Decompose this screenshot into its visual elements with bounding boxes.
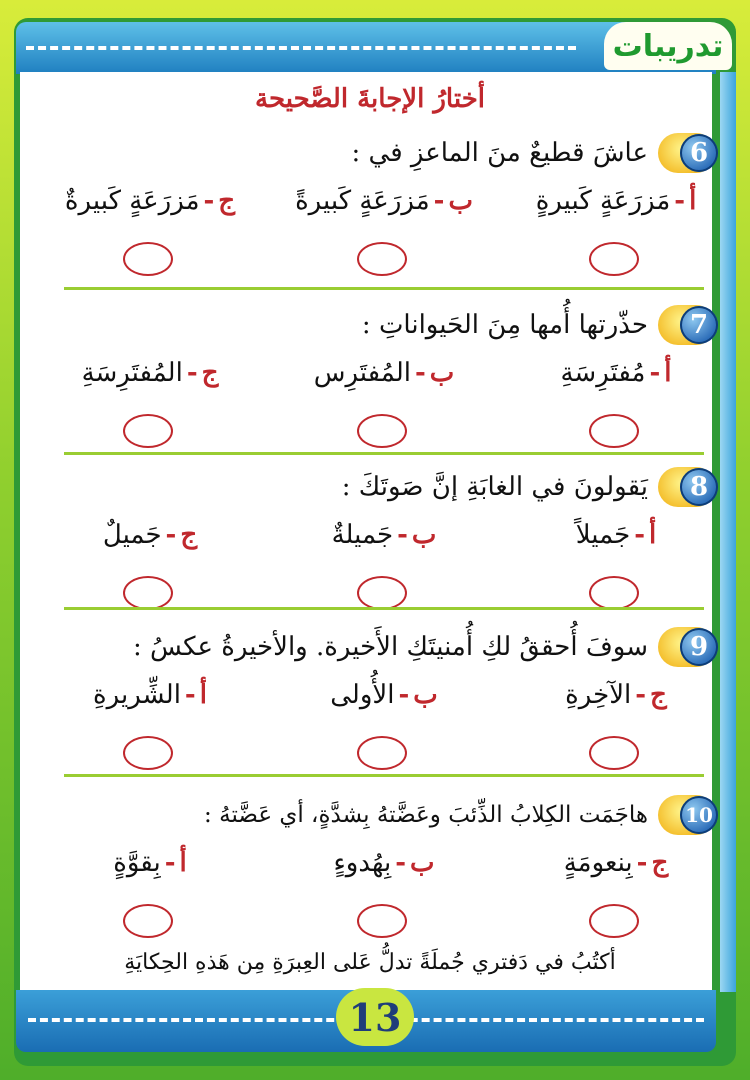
answer-circle-b[interactable] (357, 414, 407, 448)
option-a (50, 848, 250, 878)
divider (64, 607, 704, 610)
answer-circle-c[interactable] (123, 242, 173, 276)
option-text: بِهُدوءٍ (333, 848, 392, 878)
answer-circle-a[interactable] (123, 904, 173, 938)
option-letter: ب (413, 680, 438, 710)
option-letter: ج (180, 520, 198, 550)
option-separator: - (186, 358, 198, 388)
question-number-badge (658, 795, 716, 835)
option-text: مُفتَرِسَةِ (560, 358, 646, 388)
option-letter: ج (201, 358, 219, 388)
option-text: جَميلاً (575, 520, 631, 550)
answer-circle-b[interactable] (357, 576, 407, 610)
option-text: جَميلٌ (102, 520, 162, 550)
decorative-strip (720, 72, 736, 992)
question-text: يَقولونَ في الغابَةِ إنَّ صَوتَكَ : (341, 472, 648, 502)
answer-circle-a[interactable] (589, 414, 639, 448)
answer-circle-c[interactable] (123, 576, 173, 610)
option-separator: - (674, 186, 686, 216)
question-number-badge (658, 133, 716, 173)
answer-circle-a[interactable] (589, 576, 639, 610)
option-letter: ب (429, 358, 455, 388)
question-text: حذّرتها أُمها مِنَ الحَيواناتِ : (361, 310, 648, 340)
page-title: تدريبات (612, 28, 724, 64)
option-separator: - (433, 186, 445, 216)
option-separator: - (164, 848, 176, 878)
question-number: 9 (680, 628, 718, 666)
option-letter: ج (651, 848, 669, 878)
answer-circle-c[interactable] (589, 904, 639, 938)
answer-circle-b[interactable] (357, 736, 407, 770)
question-stem (342, 464, 716, 510)
option-letter: ب (409, 848, 435, 878)
option-b (284, 520, 484, 550)
answer-circle-a[interactable] (589, 242, 639, 276)
option-text: مَزرَعَةٍ كَبيرةً (295, 186, 430, 216)
option-separator: - (649, 358, 661, 388)
option-letter: ب (411, 520, 437, 550)
question-text: سوفَ أُحققُ لكِ أُمنيتَكِ الأَخيرة. والأخيرةُ عكسُ : (132, 632, 648, 662)
option-letter: أ (179, 848, 187, 878)
answer-circle-a[interactable] (123, 736, 173, 770)
option-a (516, 520, 716, 550)
option-letter: أ (664, 358, 672, 388)
question-text: هاجَمَت الكِلابُ الذِّئبَ وعَضَّتهُ بِشدَّةٍ، أي عَضَّتهُ : (204, 802, 648, 828)
question-stem (204, 792, 716, 838)
option-c (516, 848, 716, 878)
option-separator: - (398, 680, 410, 710)
option-text: بِقوَّةٍ (113, 848, 161, 878)
title-tab (604, 22, 732, 70)
option-letter: أ (649, 520, 657, 550)
answer-circle-c[interactable] (123, 414, 173, 448)
option-separator: - (636, 848, 648, 878)
option-separator: - (184, 680, 196, 710)
option-separator: - (203, 186, 215, 216)
option-c (50, 358, 250, 388)
divider (64, 287, 704, 290)
option-letter: ب (448, 186, 473, 216)
answer-circle-b[interactable] (357, 904, 407, 938)
answer-circle-c[interactable] (589, 736, 639, 770)
answer-circle-b[interactable] (357, 242, 407, 276)
divider (64, 774, 704, 777)
option-separator: - (635, 680, 647, 710)
option-separator: - (414, 358, 426, 388)
question-stem (133, 624, 716, 670)
option-separator: - (397, 520, 408, 550)
question-number: 10 (680, 796, 718, 834)
question-number-badge (658, 467, 716, 507)
option-b (284, 186, 484, 216)
option-b (284, 358, 484, 388)
divider (64, 452, 704, 455)
option-letter: ج (650, 680, 667, 710)
option-text: جَميلةٌ (331, 520, 394, 550)
option-text: الشِّريرةِ (93, 680, 181, 710)
option-a (516, 186, 716, 216)
writing-instruction: أكتُبُ في دَفتري جُملَةً تدلُّ عَلى العِبرَةِ مِن هَذهِ الحِكايَةِ (124, 950, 616, 975)
option-text: المُفتَرِسَةِ (81, 358, 183, 388)
question-number-badge (658, 305, 716, 345)
option-c (50, 186, 250, 216)
option-letter: أ (199, 680, 207, 710)
option-a (516, 358, 716, 388)
option-text: المُفتَرِس (313, 358, 411, 388)
option-letter: أ (689, 186, 697, 216)
question-text: عاشَ قطيعٌ منَ الماعزِ في : (351, 138, 648, 168)
option-separator: - (165, 520, 177, 550)
question-number: 8 (680, 468, 718, 506)
top-dashed-line (26, 46, 576, 50)
option-text: مَزرَعَةٍ كَبيرةٍ (535, 186, 671, 216)
option-letter: ج (218, 186, 236, 216)
option-separator: - (634, 520, 646, 550)
question-number-badge (658, 627, 716, 667)
instruction-heading: أختارُ الإجابةَ الصَّحيحة (255, 84, 485, 114)
question-number: 6 (680, 134, 718, 172)
option-text: مَزرَعَةٍ كَبيرةٌ (64, 186, 200, 216)
option-b (284, 848, 484, 878)
option-text: الآخِرةِ (565, 680, 632, 710)
question-stem (352, 130, 716, 176)
option-text: بِنعومَةٍ (563, 848, 633, 878)
option-b (284, 680, 484, 710)
option-separator: - (395, 848, 406, 878)
page-number: 13 (336, 988, 414, 1046)
question-stem (362, 302, 716, 348)
option-c (50, 520, 250, 550)
question-number: 7 (680, 306, 718, 344)
option-text: الأُولى (330, 680, 395, 710)
option-a (50, 680, 250, 710)
option-c (516, 680, 716, 710)
